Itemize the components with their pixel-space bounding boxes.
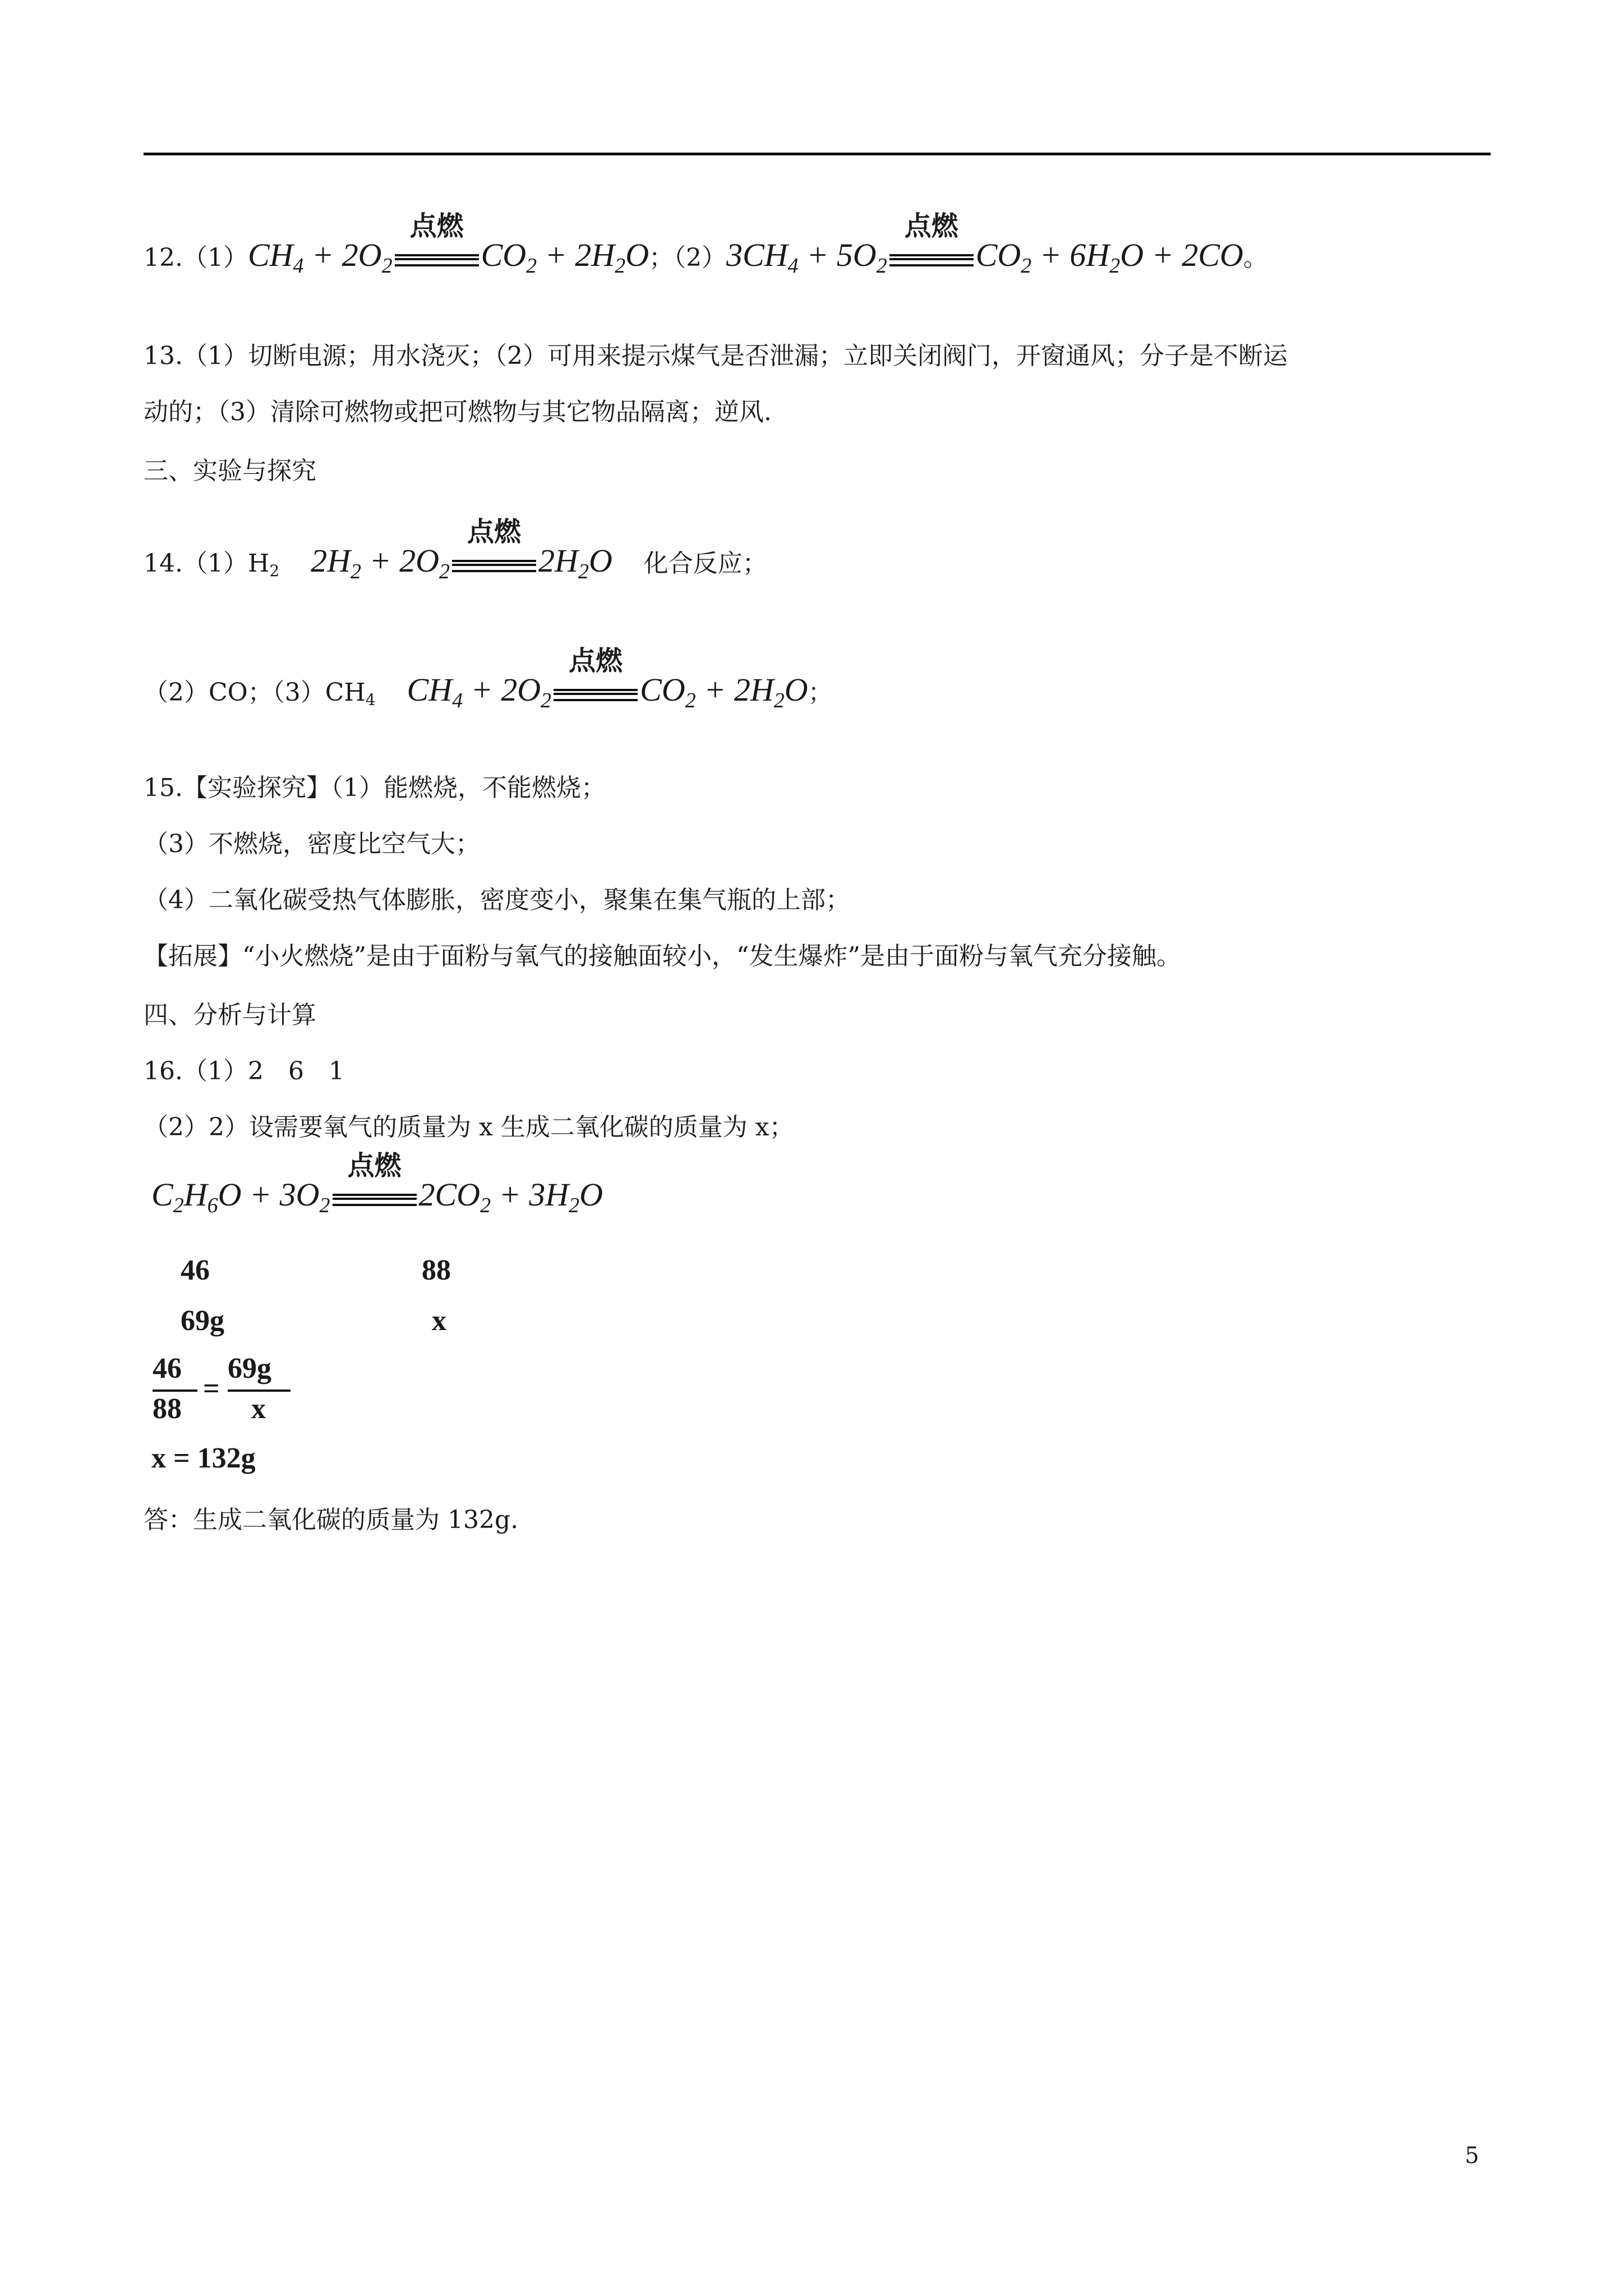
fraction-numerator-2: 69g: [228, 1352, 271, 1384]
section-3-heading: 三、实验与探究: [144, 457, 316, 485]
q14-equation-2: $CH_4 + 2O_2$ 点燃 $CO_2 + 2H_2O$: [407, 645, 808, 712]
unknown-mass: x: [432, 1305, 446, 1337]
molar-mass-co2: 88: [422, 1254, 451, 1286]
q12-line: [144, 210, 1268, 278]
q12-equation-1: $CH_4 + 2O_2$ 点燃 $CO_2 + 2H_2O$: [247, 210, 649, 278]
q12-number: 12.（1）: [144, 243, 248, 272]
q15-line-2: （3）不燃烧，密度比空气大；: [144, 830, 480, 858]
reaction-condition: 点燃: [554, 677, 638, 710]
q16-line-1: 16.（1）2 6 1: [144, 1057, 344, 1085]
q14-line-1: $14.(1)H_2$ $2H_2 + 2O_2$ 点燃 $2H_2O$ 化合反应；: [144, 516, 767, 583]
molar-mass-ethanol: 46: [181, 1254, 210, 1286]
q15-line-4: 【拓展】“小火燃烧”是由于面粉与氧气的接触面较小，“发生爆炸”是由于面粉与氧气充分接触。: [144, 942, 1181, 970]
q13-line-1: 13.（1）切断电源；用水浇灭；（2）可用来提示煤气是否泄漏；立即关闭阀门，开窗通风；分子是不断运: [144, 342, 1288, 370]
q16-equation-line: [151, 1149, 603, 1217]
fraction-denominator-2: x: [251, 1393, 266, 1425]
fraction-equals: =: [203, 1373, 220, 1405]
reaction-condition: 点燃: [452, 547, 536, 581]
proportion-fraction: [151, 1352, 286, 1430]
q15-line-1: 15.【实验探究】（1）能燃烧，不能燃烧；: [144, 774, 606, 802]
result: x = 132g: [151, 1442, 256, 1474]
q16-answer: 答：生成二氧化碳的质量为 132g.: [144, 1506, 519, 1534]
q14-line-2: （2）CO；$(3)CH_4$ $CH_4 + 2O_2$ 点燃 $CO_2 + 2H_2O$；: [144, 645, 833, 712]
q13-line-2: 动的；（3）清除可燃物或把可燃物与其它物品隔离；逆风.: [144, 398, 772, 426]
fraction-numerator-1: 46: [153, 1352, 182, 1384]
reaction-type: 化合反应；: [643, 549, 767, 578]
q15-line-3: （4）二氧化碳受热气体膨胀，密度变小，聚集在集气瓶的上部；: [144, 886, 850, 914]
fraction-denominator-1: 88: [153, 1393, 182, 1425]
q12-equation-2: $3CH_4 + 5O_2$ 点燃 $CO_2 + 6H_2O + 2CO$: [726, 210, 1243, 278]
q16-line-2: （2）2）设需要氧气的质量为 x 生成二氧化碳的质量为 x；: [144, 1113, 794, 1142]
q14-equation: $2H_2 + 2O_2$ 点燃 $2H_2O$: [311, 516, 612, 583]
section-4-heading: 四、分析与计算: [144, 1001, 316, 1029]
reaction-condition: 点燃: [333, 1181, 417, 1215]
reaction-condition: 点燃: [395, 242, 479, 275]
page-number: 5: [1465, 2143, 1479, 2169]
given-mass: 69g: [181, 1305, 224, 1337]
reaction-condition: 点燃: [889, 242, 974, 275]
header-rule: [144, 153, 1491, 155]
q16-equation: $C_2H_6O + 3O_2$ 点燃 $2CO_2 + 3H_2O$: [151, 1149, 603, 1217]
q12-end: 。: [1243, 243, 1268, 272]
q12-separator: ；（2）: [649, 243, 727, 272]
